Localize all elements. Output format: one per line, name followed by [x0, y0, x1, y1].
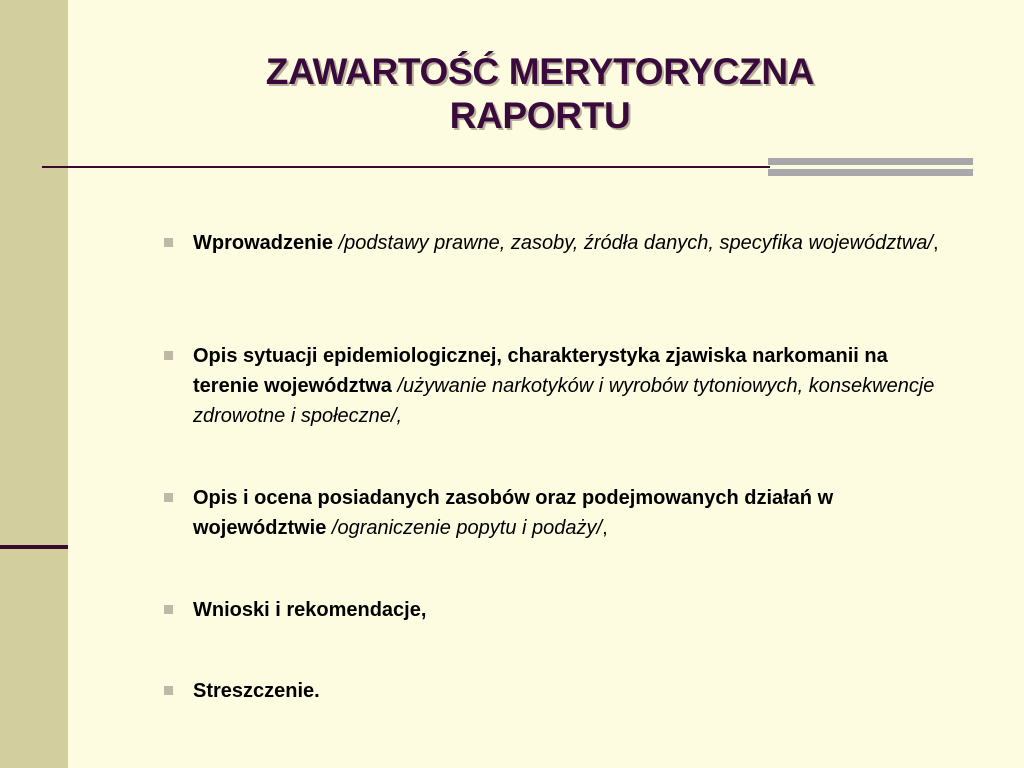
square-bullet-icon — [164, 238, 173, 247]
bullet-item-resources — [160, 483, 940, 543]
bullet-text — [193, 483, 940, 543]
bullet-item-introduction — [160, 228, 940, 258]
square-bullet-icon — [164, 493, 173, 502]
square-bullet-icon — [164, 351, 173, 360]
bullet-bold-text: Opis i ocena posiadanych zasobów oraz podejmowanych działań w województwie — [193, 487, 834, 539]
square-bullet-icon — [164, 605, 173, 614]
bullet-text — [193, 341, 940, 431]
bullet-bold-text: Streszczenie. — [193, 680, 320, 702]
title-divider-accent — [768, 158, 973, 180]
bullet-italic-text: /ograniczenie popytu i podaży/ — [331, 517, 603, 539]
bullet-text — [193, 228, 940, 258]
bullet-text — [193, 676, 940, 706]
bullet-trailing-text: , — [932, 232, 939, 254]
bullet-item-summary — [160, 676, 940, 706]
square-bullet-icon — [164, 686, 173, 695]
side-band-marker — [0, 545, 68, 549]
bullet-bold-text: Wnioski i rekomendacje, — [193, 599, 427, 621]
bullet-item-conclusions — [160, 595, 940, 625]
accent-bar-top — [768, 158, 973, 165]
accent-bar-bottom — [768, 169, 973, 176]
bullet-italic-text: /podstawy prawne, zasoby, źródła danych, specyfika województwa/ — [338, 232, 933, 254]
bullet-item-epidemiology — [160, 341, 940, 431]
title-divider — [42, 166, 770, 168]
slide-title-line-2: RAPORTU — [449, 95, 631, 136]
bullet-trailing-text: , — [602, 517, 608, 539]
bullet-text — [193, 595, 940, 625]
bullet-bold-text: Opis sytuacji epidemiologicznej, charakterystyka zjawiska narkomanii na terenie województwa — [193, 345, 888, 397]
slide-title-line-1: ZAWARTOŚĆ MERYTORYCZNA — [265, 51, 815, 92]
bullet-italic-text: /używanie narkotyków i wyrobów tytoniowych, konsekwencje zdrowotne i społeczne/, — [193, 375, 935, 427]
side-band — [0, 0, 68, 768]
slide-title — [140, 50, 940, 138]
bullet-bold-text: Wprowadzenie — [193, 232, 334, 254]
